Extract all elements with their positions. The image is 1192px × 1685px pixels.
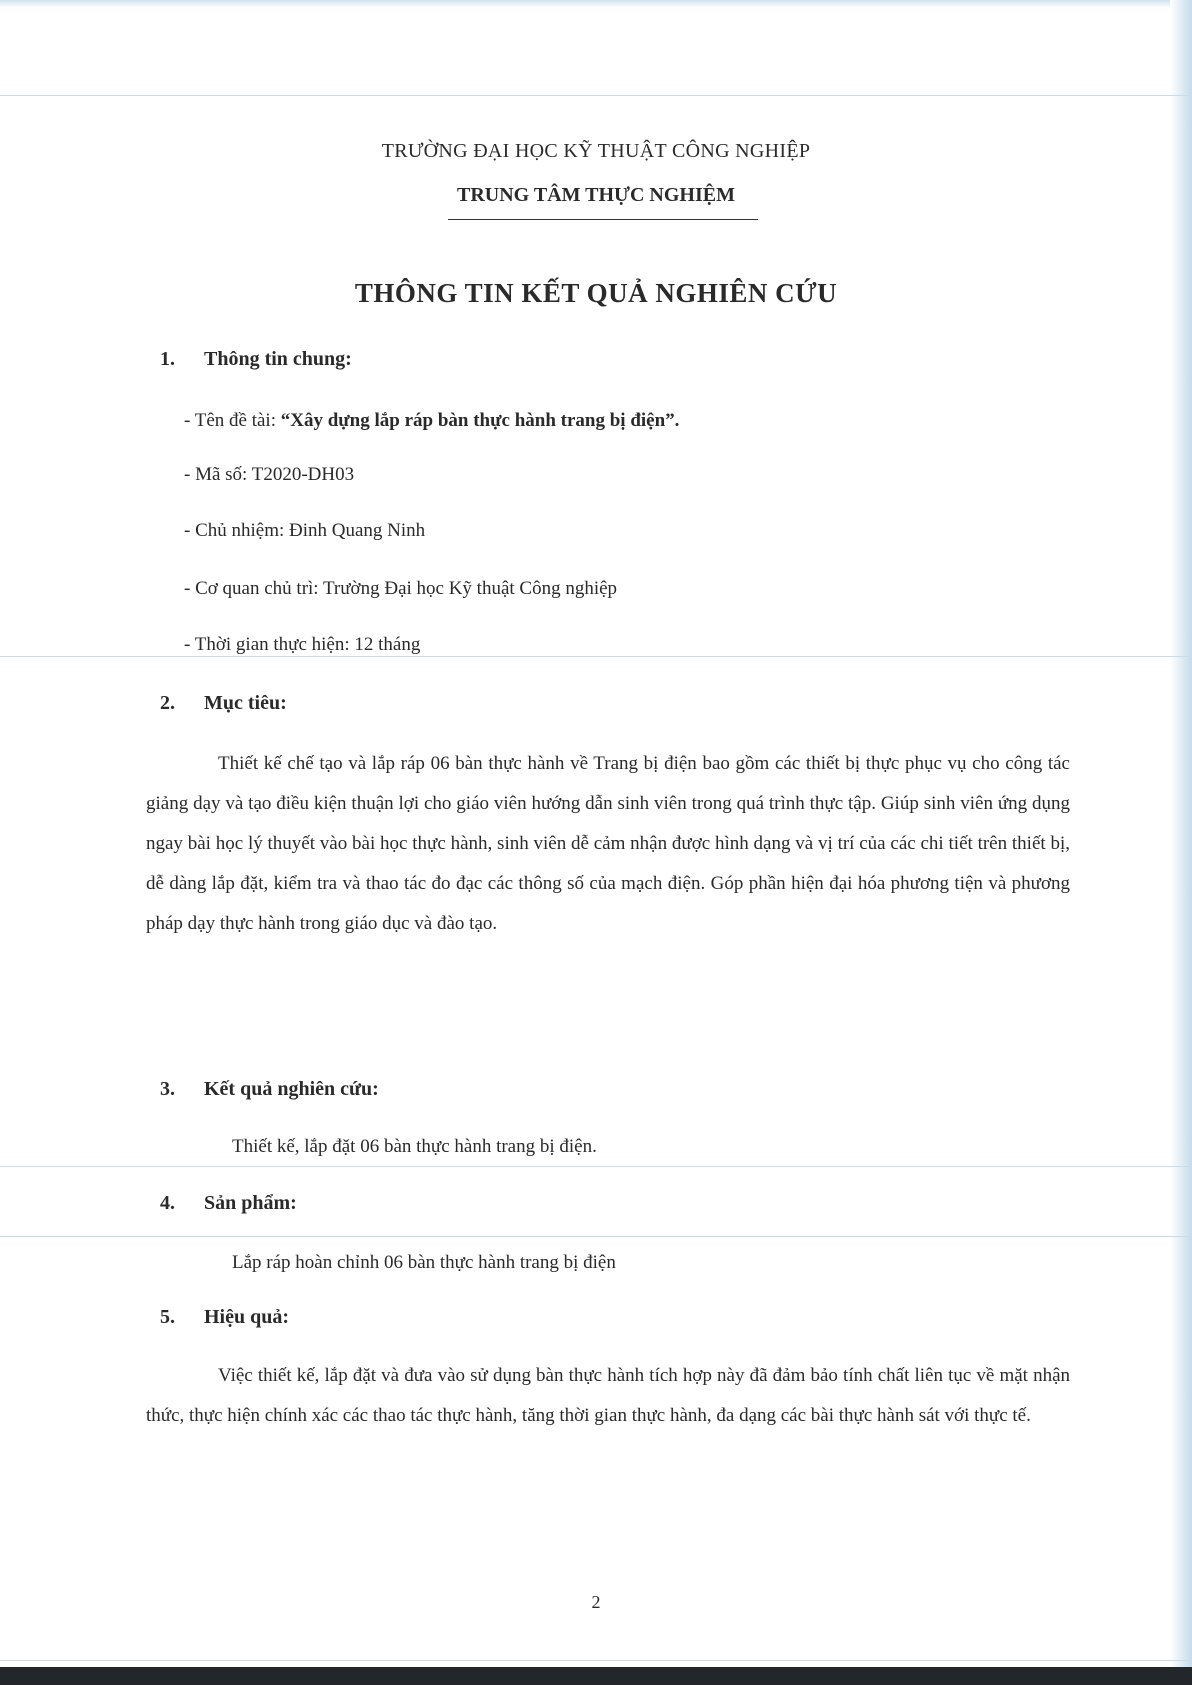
section-number: 5. — [160, 1306, 175, 1328]
section-title: Thông tin chung: — [204, 348, 352, 370]
section-title: Sản phẩm: — [204, 1192, 297, 1214]
leader-line: - Chủ nhiệm: Đinh Quang Ninh — [184, 520, 426, 541]
code-line: - Mã số: T2020-DH03 — [184, 464, 355, 485]
section-2-heading — [160, 692, 287, 715]
objective-paragraph: Thiết kế chế tạo và lắp ráp 06 bàn thực hành về Trang bị điện bao gồm các thiết bị thực phục vụ cho công tác giảng dạy và tạo điều kiện thuận lợi cho giáo viên hướng dẫn sinh viên trong quá trình thực tập. Giúp sinh viên ứng dụng ngay bài học lý thuyết vào bài học thực hành, sinh viên dễ cảm nhận được hình dạng và vị trí của các chi tiết trên thiết bị, dễ dàng lắp đặt, kiểm tra và thao tác đo đạc các thông số của mạch điện. Góp phần hiện đại hóa phương tiện và phương pháp dạy thực hành trong giáo dục và đào tạo. — [146, 753, 1070, 934]
scan-bottom-edge — [0, 1667, 1192, 1685]
section-number: 3. — [160, 1078, 175, 1100]
host-line: - Cơ quan chủ trì: Trường Đại học Kỹ thuật Công nghiệp — [184, 578, 618, 599]
center-name: TRUNG TÂM THỰC NGHIỆM — [457, 184, 735, 206]
school-name: TRƯỜNG ĐẠI HỌC KỸ THUẬT CÔNG NGHIỆP — [381, 140, 811, 162]
section-1-heading — [160, 348, 352, 371]
page-number: 2 — [591, 1592, 601, 1612]
section-number: 4. — [160, 1192, 175, 1214]
scan-edge-top — [0, 0, 1192, 8]
section-number: 1. — [160, 348, 175, 370]
document-title: THÔNG TIN KẾT QUẢ NGHIÊN CỨU — [354, 278, 838, 308]
product-text: Lắp ráp hoàn chỉnh 06 bàn thực hành trang bị điện — [232, 1252, 616, 1273]
result-text: Thiết kế, lắp đặt 06 bàn thực hành trang bị điện. — [232, 1136, 597, 1157]
scan-line — [0, 1166, 1192, 1167]
section-title: Mục tiêu: — [204, 692, 287, 714]
scan-line — [0, 1236, 1192, 1237]
scan-edge-right — [1170, 0, 1192, 1685]
section-title: Hiệu quả: — [204, 1306, 290, 1328]
section-title: Kết quả nghiên cứu: — [204, 1078, 379, 1100]
section-4-heading — [160, 1192, 297, 1215]
center-underline — [448, 219, 758, 220]
topic-line — [184, 410, 679, 432]
section-5-heading — [160, 1306, 289, 1329]
scan-line — [0, 1660, 1192, 1661]
duration-line: - Thời gian thực hiện: 12 tháng — [184, 634, 421, 655]
scan-line — [0, 95, 1192, 96]
scan-line — [0, 656, 1192, 657]
effectiveness-paragraph: Việc thiết kế, lắp đặt và đưa vào sử dụng bàn thực hành tích hợp này đã đảm bảo tính chất liên tục về mặt nhận thức, thực hiện chính xác các thao tác thực hành, tăng thời gian thực hành, đa dạng các bài thực hành sát với thực tế. — [146, 1365, 1070, 1426]
section-3-heading — [160, 1078, 379, 1101]
topic-label: - Tên đề tài: — [184, 410, 281, 431]
topic-value: “Xây dựng lắp ráp bàn thực hành trang bị điện”. — [280, 410, 680, 431]
section-number: 2. — [160, 692, 175, 714]
